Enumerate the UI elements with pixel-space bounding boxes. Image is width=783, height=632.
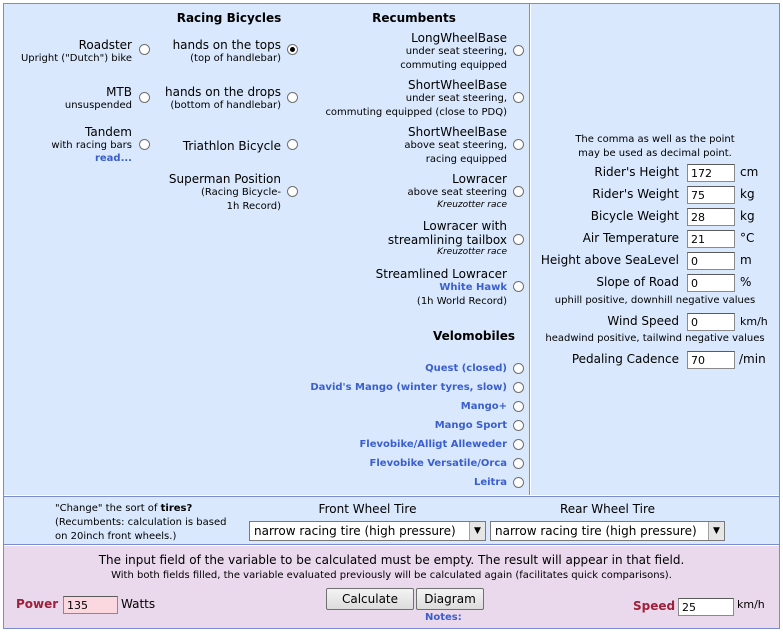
rear-tire-select[interactable] bbox=[490, 521, 725, 541]
decimal-note-line2: may be used as decimal point. bbox=[578, 148, 732, 159]
lowracer-radio[interactable] bbox=[513, 186, 524, 197]
bike-subtitle-italic: Kreuzotter race bbox=[437, 200, 507, 210]
velomobile-link-versatile[interactable]: Flevobike Versatile/Orca bbox=[369, 458, 507, 469]
bike-option-tandem bbox=[4, 125, 132, 164]
versatile-radio[interactable] bbox=[513, 458, 524, 469]
swb-under-radio[interactable] bbox=[513, 92, 524, 103]
unit-label: % bbox=[740, 275, 752, 289]
bike-title: Triathlon Bicycle bbox=[182, 139, 281, 153]
bike-title: ShortWheelBase bbox=[408, 125, 507, 139]
bike-subtitle: 1h Record) bbox=[226, 201, 281, 212]
speed-input[interactable] bbox=[678, 598, 734, 616]
velomobile-link-leitra[interactable]: Leitra bbox=[473, 477, 507, 488]
slope-of-road-label: Slope of Road bbox=[596, 275, 679, 289]
unit-label: kg bbox=[740, 209, 755, 223]
power-unit: Watts bbox=[121, 597, 156, 611]
mango-sport-radio[interactable] bbox=[513, 420, 524, 431]
velomobile-link-davids-mango[interactable]: David's Mango (winter tyres, slow) bbox=[310, 382, 507, 393]
bike-selection-panel bbox=[4, 4, 530, 495]
bike-title: Tandem bbox=[85, 125, 132, 139]
bike-subtitle-italic: Kreuzotter race bbox=[437, 247, 507, 257]
diagram-button[interactable]: Diagram bbox=[416, 588, 484, 610]
recumbent-option-lwb bbox=[284, 31, 507, 73]
bike-subtitle: under seat steering, bbox=[405, 93, 507, 104]
pedaling-cadence-input[interactable] bbox=[687, 351, 735, 369]
speed-unit: km/h bbox=[737, 598, 765, 611]
leitra-radio[interactable] bbox=[513, 477, 524, 488]
alleweder-radio[interactable] bbox=[513, 439, 524, 450]
bike-title: Superman Position bbox=[168, 172, 281, 186]
bike-option-roadster bbox=[4, 38, 132, 66]
bike-subtitle: racing equipped bbox=[425, 154, 507, 165]
tires-recumbent-note-2: on 20inch front wheels.) bbox=[55, 531, 177, 542]
bike-subtitle: commuting equipped (close to PDQ) bbox=[325, 107, 507, 118]
unit-label: cm bbox=[740, 165, 759, 179]
bicycle-weight-input[interactable] bbox=[687, 208, 735, 226]
tires-panel bbox=[4, 496, 779, 545]
tires-recumbent-note-1: (Recumbents: calculation is based bbox=[55, 517, 227, 528]
slope-note: uphill positive, downhill negative values bbox=[554, 295, 756, 306]
power-label: Power bbox=[16, 597, 59, 611]
recumbent-option-lowracer bbox=[284, 172, 507, 210]
racing-bicycles-header: Racing Bicycles bbox=[176, 11, 282, 25]
quest-radio[interactable] bbox=[513, 363, 524, 374]
unit-label: °C bbox=[740, 231, 755, 245]
bike-option-hands-drops bbox=[144, 85, 281, 113]
bike-option-triathlon bbox=[144, 139, 281, 153]
rear-wheel-tire-label: Rear Wheel Tire bbox=[559, 502, 655, 516]
front-wheel-tire-label: Front Wheel Tire bbox=[318, 502, 417, 516]
riders-height-label: Rider's Height bbox=[594, 165, 679, 179]
bike-title: Lowracer bbox=[452, 172, 507, 186]
riders-weight-input[interactable] bbox=[687, 186, 735, 204]
bike-subtitle: with racing bars bbox=[51, 140, 132, 151]
height-sealevel-label: Height above SeaLevel bbox=[540, 253, 679, 267]
bike-subtitle: commuting equipped bbox=[400, 60, 507, 71]
bike-subtitle: (top of handlebar) bbox=[190, 53, 281, 64]
calc-instruction-line1: The input field of the variable to be calculated must be empty. The result will appear in that field. bbox=[98, 553, 685, 567]
tires-change-prefix: "Change" the sort of bbox=[55, 503, 161, 514]
unit-label: m bbox=[740, 253, 752, 267]
calculate-button[interactable]: Calculate bbox=[326, 588, 414, 610]
tires-change-note bbox=[55, 502, 255, 516]
bike-subtitle: (1h World Record) bbox=[416, 296, 507, 307]
rear-tire-value: narrow racing tire (high pressure) bbox=[495, 524, 697, 538]
streamlined-radio[interactable] bbox=[513, 281, 524, 292]
bike-option-superman bbox=[144, 172, 281, 214]
bike-title: Roadster bbox=[78, 38, 132, 52]
front-tire-select[interactable] bbox=[249, 521, 486, 541]
tandem-read-link[interactable]: read... bbox=[94, 153, 132, 164]
chevron-down-icon: ▼ bbox=[469, 522, 485, 540]
height-sealevel-input[interactable] bbox=[687, 252, 735, 270]
velomobiles-header: Velomobiles bbox=[433, 329, 515, 343]
chevron-down-icon: ▼ bbox=[708, 522, 724, 540]
bike-title: ShortWheelBase bbox=[408, 78, 507, 92]
velomobile-link-quest[interactable]: Quest (closed) bbox=[425, 363, 507, 374]
velomobile-link-alleweder[interactable]: Flevobike/Alligt Alleweder bbox=[359, 439, 507, 450]
velomobile-link-mango-sport[interactable]: Mango Sport bbox=[434, 420, 507, 431]
bike-subtitle: above seat steering, bbox=[404, 140, 507, 151]
unit-label: kg bbox=[740, 187, 755, 201]
bike-subtitle: Upright ("Dutch") bike bbox=[20, 53, 132, 64]
davids-mango-radio[interactable] bbox=[513, 382, 524, 393]
unit-label: km/h bbox=[740, 315, 768, 328]
lowracer-tailbox-radio[interactable] bbox=[513, 234, 524, 245]
bike-title: Streamlined Lowracer bbox=[375, 267, 507, 281]
recumbents-header: Recumbents bbox=[372, 11, 456, 25]
bicycle-weight-label: Bicycle Weight bbox=[590, 209, 679, 223]
bike-subtitle: (Racing Bicycle- bbox=[201, 187, 281, 198]
calc-instruction-line2: With both fields filled, the variable evaluated previously will be calculated again (facilitates quick comparisons). bbox=[111, 570, 672, 581]
wind-note: headwind positive, tailwind negative values bbox=[545, 333, 765, 344]
bike-option-hands-tops bbox=[144, 38, 281, 66]
recumbent-option-swb-above bbox=[284, 125, 507, 167]
white-hawk-link[interactable]: White Hawk bbox=[439, 282, 507, 293]
recumbent-option-streamlined bbox=[284, 267, 507, 309]
mango-plus-radio[interactable] bbox=[513, 401, 524, 412]
bike-subtitle: streamlining tailbox bbox=[387, 233, 507, 247]
velomobile-link-mango-plus[interactable]: Mango+ bbox=[460, 401, 507, 412]
lwb-radio[interactable] bbox=[513, 45, 524, 56]
air-temperature-label: Air Temperature bbox=[582, 231, 679, 245]
riders-weight-label: Rider's Weight bbox=[592, 187, 679, 201]
front-tire-value: narrow racing tire (high pressure) bbox=[254, 524, 456, 538]
parameters-panel bbox=[531, 4, 779, 495]
speed-label: Speed bbox=[633, 599, 676, 613]
pedaling-cadence-label: Pedaling Cadence bbox=[571, 352, 679, 366]
recumbent-option-lowracer-tailbox bbox=[284, 219, 507, 257]
bike-subtitle: above seat steering bbox=[407, 187, 507, 198]
bike-subtitle: (bottom of handlebar) bbox=[170, 100, 281, 111]
wind-speed-input[interactable] bbox=[687, 313, 735, 331]
bike-option-mtb bbox=[4, 85, 132, 113]
riders-height-input[interactable] bbox=[687, 164, 735, 182]
bike-title: LongWheelBase bbox=[411, 31, 507, 45]
air-temperature-input[interactable] bbox=[687, 230, 735, 248]
bike-title: MTB bbox=[106, 85, 132, 99]
swb-above-radio[interactable] bbox=[513, 139, 524, 150]
decimal-note-line1: The comma as well as the point bbox=[575, 134, 735, 145]
unit-label: /min bbox=[739, 352, 766, 366]
bike-title: Lowracer with bbox=[422, 219, 507, 233]
bike-title: hands on the drops bbox=[164, 85, 281, 99]
slope-of-road-input[interactable] bbox=[687, 274, 735, 292]
tires-change-bold: tires? bbox=[160, 503, 193, 514]
wind-speed-label: Wind Speed bbox=[607, 314, 679, 328]
notes-link[interactable]: Notes: bbox=[425, 612, 462, 623]
calculation-panel bbox=[4, 546, 779, 628]
bike-subtitle: under seat steering, bbox=[405, 46, 507, 57]
bike-title: hands on the tops bbox=[172, 38, 281, 52]
power-input[interactable] bbox=[63, 596, 118, 614]
bike-subtitle: unsuspended bbox=[64, 100, 132, 111]
recumbent-option-swb-under bbox=[284, 78, 507, 120]
